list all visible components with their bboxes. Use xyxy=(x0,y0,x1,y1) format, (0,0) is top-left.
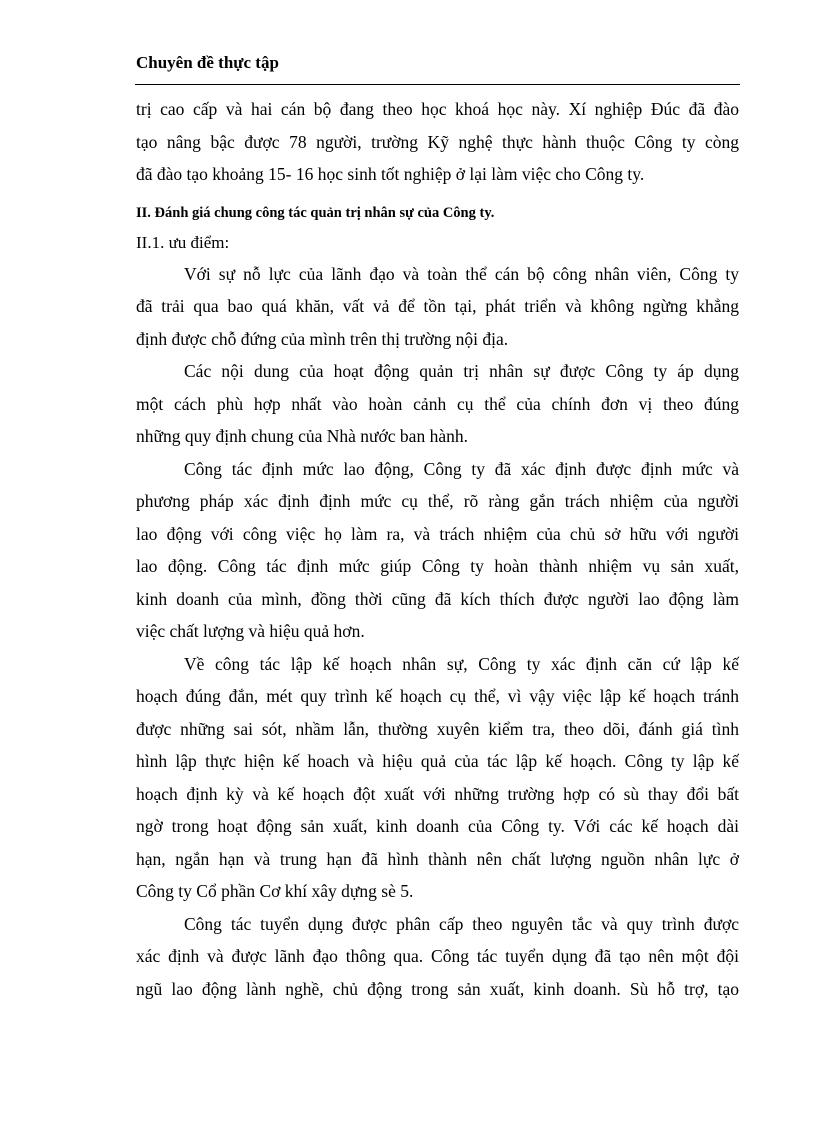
text-line: những quy định chung của Nhà nước ban hành. xyxy=(136,426,468,446)
body-paragraph xyxy=(136,908,739,1006)
text-line: tạo nâng bậc được 78 người, trường Kỹ nghệ thực hành thuộc Công ty còng xyxy=(136,131,739,152)
text-line: đã trải qua bao quá khăn, vất vả để tồn tại, phát triển và không ngừng khẳng xyxy=(136,296,739,316)
document-body xyxy=(136,93,739,1005)
text-line: Với sự nỗ lực của lãnh đạo và toàn thể cán bộ công nhân viên, Công ty xyxy=(184,263,739,284)
body-paragraph xyxy=(136,648,739,908)
body-paragraph xyxy=(136,453,739,648)
text-line: hình lập thực hiện kế hoach và hiệu quả của tác lập kế hoạch. Công ty lập kế xyxy=(136,751,739,771)
text-line: việc chất lượng và hiệu quả hơn. xyxy=(136,621,365,641)
text-line: đã đào tạo khoảng 15- 16 học sinh tốt nghiệp ở lại làm việc cho Công ty. xyxy=(136,164,645,184)
text-line: kinh doanh của mình, đồng thời cũng đã kích thích được người lao động làm xyxy=(136,588,739,609)
text-line: lao động. Công tác định mức giúp Công ty hoàn thành nhiệm vụ sản xuất, xyxy=(136,556,739,576)
text-line: trị cao cấp và hai cán bộ đang theo học khoá học này. Xí nghiệp Đúc đã đào xyxy=(136,99,739,119)
paragraph-list xyxy=(136,258,739,1006)
text-line: một cách phù hợp nhất vào hoàn cảnh cụ thể của chính đơn vị theo đúng xyxy=(136,393,739,414)
text-line: ngũ lao động lành nghề, chủ động trong sản xuất, kinh doanh. Sù hỗ trợ, tạo xyxy=(136,978,739,999)
header-divider xyxy=(135,84,740,85)
text-line: hoạch định kỳ và kế hoạch đột xuất với những trường hợp có sù thay đổi bất xyxy=(136,783,739,804)
subsection-heading: II.1. ưu điểm: xyxy=(136,232,230,252)
text-line: hạn, ngắn hạn và trung hạn đã hình thành nên chất lượng nguồn nhân lực ở xyxy=(136,848,739,869)
text-line: định được chỗ đứng của mình trên thị trường nội địa. xyxy=(136,328,509,349)
text-line: lao động với công việc họ làm ra, và trách nhiệm của chủ sở hữu với người xyxy=(136,523,739,544)
text-line: Về công tác lập kế hoạch nhân sự, Công ty xác định căn cứ lập kế xyxy=(184,653,739,674)
text-line: Công tác định mức lao động, Công ty đã xác định được định mức và xyxy=(184,458,739,479)
text-line: Công tác tuyển dụng được phân cấp theo nguyên tắc và quy trình được xyxy=(184,913,739,934)
body-paragraph xyxy=(136,258,739,356)
text-line: phương pháp xác định định mức cụ thể, rõ ràng gắn trách nhiệm của người xyxy=(136,491,739,511)
text-line: ngờ trong hoạt động sản xuất, kinh doanh của Công ty. Với các kế hoạch dài xyxy=(136,816,739,836)
text-line: Các nội dung của hoạt động quản trị nhân sự được Công ty áp dụng xyxy=(184,361,739,381)
intro-paragraph xyxy=(136,93,739,191)
section-heading: II. Đánh giá chung công tác quản trị nhân sự của Công ty. xyxy=(136,204,495,221)
page-header-title: Chuyên đề thực tập xyxy=(136,53,279,72)
text-line: Công ty Cổ phần Cơ khí xây dựng sè 5. xyxy=(136,881,414,901)
text-line: hoạch đúng đắn, mét quy trình kế hoạch cụ thể, vì vậy việc lập kế hoạch tránh xyxy=(136,686,739,706)
body-paragraph xyxy=(136,355,739,453)
text-line: được những sai sót, nhầm lẫn, thường xuyên kiểm tra, theo dõi, đánh giá tình xyxy=(136,718,739,739)
text-line: xác định và được lãnh đạo thông qua. Công tác tuyển dụng đã tạo nên một đội xyxy=(136,946,739,966)
